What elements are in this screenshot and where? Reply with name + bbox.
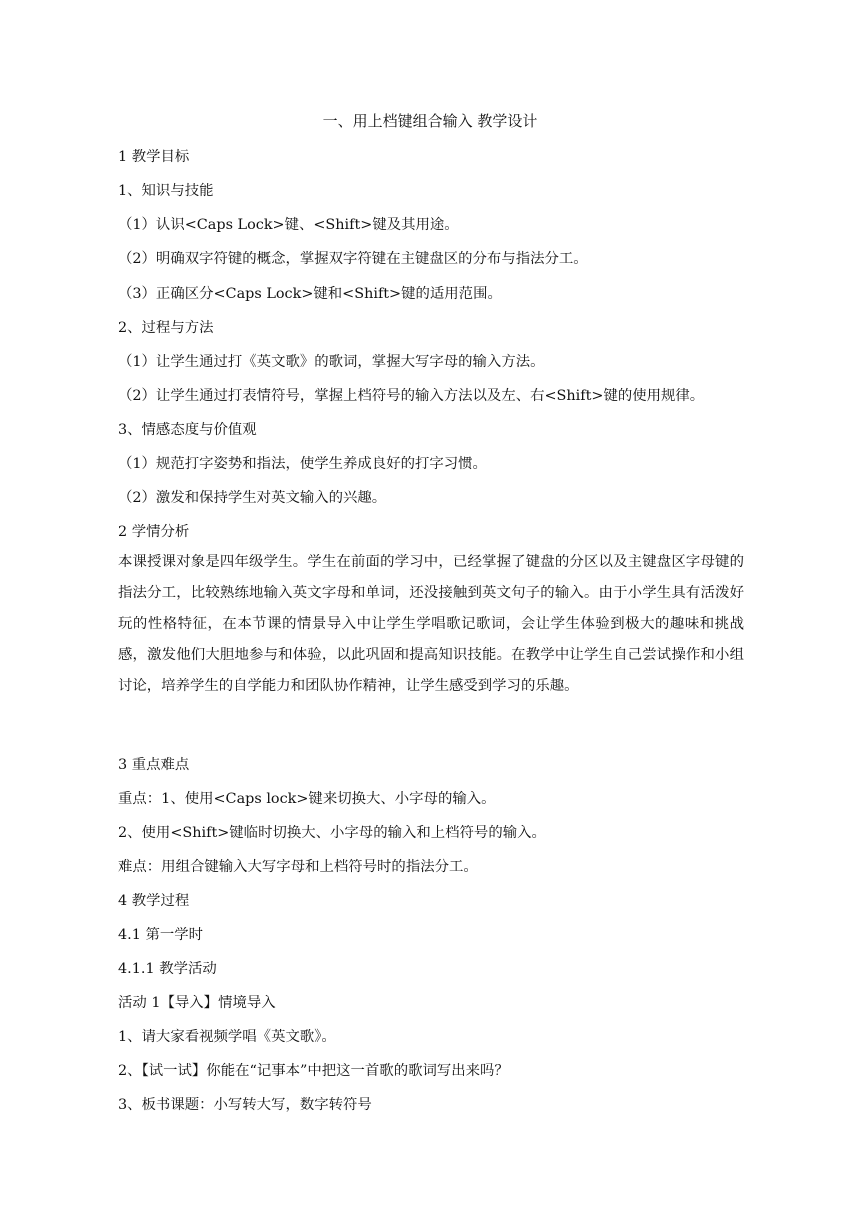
section-heading-process: 4 教学过程: [118, 893, 190, 909]
analysis-paragraph: 本课授课对象是四年级学生。学生在前面的学习中，已经掌握了键盘的分区以及主键盘区字母键的指法分工，比较熟练地输入英文字母和单词，还没接触到英文句子的输入。由于小学生具有活泼好玩的性格特征，在本节课的情景导入中让学生学唱歌记歌词，会让学生体验到极大的趣味和挑战感，激发他们大胆地参与和体验，以此巩固和提高知识技能。在教学中让学生自己尝试操作和小组讨论，培养学生的自学能力和团队协作精神，让学生感受到学习的乐趣。: [118, 554, 744, 694]
lesson-heading: 4.1 第一学时: [118, 927, 204, 943]
section-heading-key-points: 3 重点难点: [118, 757, 190, 773]
subheading-process: 2、过程与方法: [118, 320, 214, 336]
list-item: （1）规范打字姿势和指法，使学生养成良好的打字习惯。: [118, 456, 487, 472]
section-heading-objectives: 1 教学目标: [118, 149, 190, 165]
list-item: （1）认识<Caps Lock>键、<Shift>键及其用途。: [118, 217, 459, 233]
key-point-focus-1: 重点：1、使用<Caps lock>键来切换大、小字母的输入。: [118, 791, 496, 807]
document-title: 一、用上档键组合输入 教学设计: [322, 112, 538, 130]
key-point-focus-2: 2、使用<Shift>键临时切换大、小字母的输入和上档符号的输入。: [118, 825, 546, 841]
list-item: （1）让学生通过打《英文歌》的歌词，掌握大写字母的输入方法。: [118, 354, 545, 370]
subheading-knowledge: 1、知识与技能: [118, 183, 214, 199]
list-item: （3）正确区分<Caps Lock>键和<Shift>键的适用范围。: [118, 286, 502, 302]
section-heading-analysis: 2 学情分析: [118, 524, 190, 540]
list-item: 2、【试一试】你能在“记事本”中把这一首歌的歌词写出来吗？: [118, 1063, 509, 1079]
key-point-difficulty: 难点：用组合键输入大写字母和上档符号时的指法分工。: [118, 859, 478, 875]
activity-heading: 活动 1【导入】情境导入: [118, 995, 276, 1011]
list-item: （2）明确双字符键的概念，掌握双字符键在主键盘区的分布与指法分工。: [118, 251, 588, 267]
subheading-attitude: 3、情感态度与价值观: [118, 422, 257, 438]
list-item: 3、板书课题：小写转大写，数字转符号: [118, 1097, 372, 1113]
list-item: 1、请大家看视频学唱《英文歌》。: [118, 1029, 336, 1045]
activities-heading: 4.1.1 教学活动: [118, 961, 217, 977]
list-item: （2）激发和保持学生对英文输入的兴趣。: [118, 490, 387, 506]
list-item: （2）让学生通过打表情符号，掌握上档符号的输入方法以及左、右<Shift>键的使用规律。: [118, 388, 705, 404]
